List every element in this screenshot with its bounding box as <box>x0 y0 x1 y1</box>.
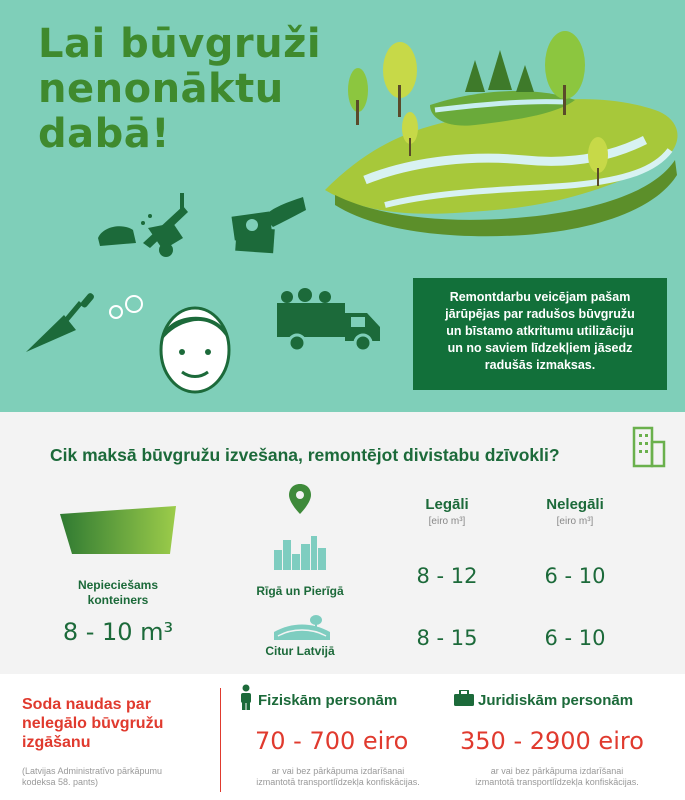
container-icon <box>58 506 178 558</box>
person-face-icon <box>150 300 240 400</box>
region-label-riga: Rīgā un Pierīgā <box>256 584 344 598</box>
divider <box>220 688 221 792</box>
info-line: un no saviem līdzekļiem jāsedz <box>447 341 633 355</box>
cost-question: Cik maksā būvgružu izvešana, remontējot divistabu dzīvokli? <box>50 445 560 465</box>
container-volume: 8 - 10 m³ <box>62 618 174 646</box>
fines-section <box>0 674 685 800</box>
confiscation-note-line: ar vai bez pārkāpuma izdarīšanai <box>271 766 405 776</box>
region-label-other: Citur Latvijā <box>265 644 335 658</box>
fines-law-note <box>22 766 212 788</box>
info-line: jārūpējas par radušos būvgružu <box>445 307 635 321</box>
illegal-header: Nelegāli <box>546 496 604 513</box>
money-hand-icon <box>228 192 308 264</box>
container-label-line: Nepieciešams <box>77 578 159 592</box>
individuals-amount: 70 - 700 eiro <box>255 727 409 755</box>
trowel-icon <box>24 290 102 358</box>
fines-title-line: Soda naudas par <box>22 696 151 713</box>
fines-title <box>22 695 212 752</box>
legal-entities-amount: 350 - 2900 eiro <box>460 727 644 755</box>
person-icon <box>239 684 253 710</box>
individuals-note <box>228 766 448 788</box>
individuals-label: Fiziskām personām <box>258 692 398 709</box>
confiscation-note-line: ar vai bez pārkāpuma izdarīšanai <box>490 766 624 776</box>
landscape-illustration <box>325 30 685 250</box>
confiscation-note-line: izmantotā transportlīdzekļa konfiskācijas. <box>475 777 639 787</box>
confiscation-note-line: izmantotā transportlīdzekļa konfiskācijas. <box>256 777 420 787</box>
info-line: radušās izmaksas. <box>484 358 596 372</box>
dump-truck-icon <box>275 285 385 357</box>
fines-title-line: izgāšanu <box>22 734 91 751</box>
container-label-line: konteiners <box>87 593 149 607</box>
fines-note-line: kodeksa 58. pants) <box>22 777 99 787</box>
info-line: un bīstamo atkritumu utilizāciju <box>446 324 634 338</box>
title-line: dabā! <box>38 111 170 157</box>
legal-entities-note <box>447 766 667 788</box>
info-box <box>413 278 667 390</box>
cost-section <box>0 412 685 674</box>
fines-note-line: (Latvijas Administratīvo pārkāpumu <box>22 766 163 776</box>
title-line: nenonāktu <box>38 66 284 112</box>
building-icon <box>630 424 668 468</box>
legal-header: Legāli <box>425 496 469 513</box>
illegal-price-other: 6 - 10 <box>544 626 606 650</box>
location-pin-icon <box>289 484 311 514</box>
container-label <box>40 578 196 608</box>
fines-title-line: nelegālo būvgružu <box>22 715 164 732</box>
page-title <box>38 22 321 157</box>
field-icon <box>272 610 332 640</box>
title-line: Lai būvgruži <box>38 21 322 67</box>
illegal-price-riga: 6 - 10 <box>544 564 606 588</box>
legal-entities-label: Juridiskām personām <box>478 692 634 709</box>
illegal-unit: [eiro m³] <box>556 516 594 527</box>
city-skyline-icon <box>272 534 328 570</box>
legal-price-riga: 8 - 12 <box>416 564 478 588</box>
info-line: Remontdarbu veicējam pašam <box>449 290 631 304</box>
legal-price-other: 8 - 15 <box>416 626 478 650</box>
briefcase-icon <box>454 690 474 706</box>
legal-unit: [eiro m³] <box>428 516 466 527</box>
wheelbarrow-icon <box>88 188 198 260</box>
